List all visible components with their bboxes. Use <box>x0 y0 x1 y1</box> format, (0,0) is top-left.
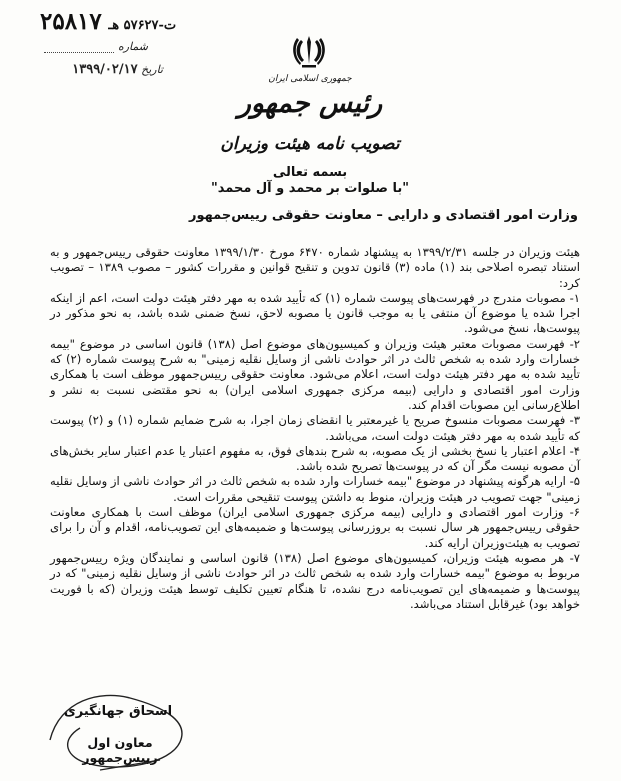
letter-number-main: ۲۵۸۱۷ <box>40 8 102 35</box>
bismillah: بسمه تعالی <box>272 165 348 180</box>
president-heading: رئیس جمهور <box>237 88 383 119</box>
letter-number <box>40 8 176 35</box>
date-label: تاریخ <box>141 63 163 76</box>
recipients: وزارت امور اقتصادی و دارایی – معاونت حقوقی رییس‌جمهور <box>188 208 578 223</box>
clause-5: ۵- ارایه هرگونه پیشنهاد در موضوع "بیمه خسارات وارد شده به شخص ثالث در اثر حوادث ناشی از وسایل نقلیه زمینی" جهت تصویب در هیئت وزیران، منوط به داشتن پیوست تنقیحی مقررات است. <box>50 474 580 504</box>
salawat: "با صلوات بر محمد و آل محمد" <box>210 181 410 196</box>
clause-6: ۶- وزارت امور اقتصادی و دارایی (بیمه مرکزی جمهوری اسلامی ایران) موظف است با همکاری معاونت حقوقی رییس‌جمهور هر سال نسبت به بروزرسانی پیوست‌ها و ضمیمه‌های این تصویب‌نامه، اقدام و آن را برای تصویب به هیئت‌وزیران ارایه کند. <box>50 505 580 550</box>
decree-body <box>50 245 580 612</box>
date-row <box>38 62 163 77</box>
intro-paragraph: هیئت وزیران در جلسه ۱۳۹۹/۲/۳۱ به پیشنهاد شماره ۶۴۷۰ مورخ ۱۳۹۹/۱/۳۰ معاونت حقوقی رییس‌جمهور و به استناد تبصره اصلاحی بند (۱) ماده (۳) قانون تدوین و تنقیح قوانین و مقررات کشور – مصوب ۱۳۸۹ – تصویب کرد: <box>50 245 581 290</box>
number-dotline <box>44 52 114 53</box>
iran-emblem-icon <box>292 34 326 70</box>
date-value: ۱۳۹۹/۰۲/۱۷ <box>72 62 138 77</box>
clause-1: ۱- مصوبات مندرج در فهرست‌های پیوست شماره (۱) که تأیید شده به مهر دفتر هیئت دولت است، اعم از اینکه اجرا شده یا موضوع آن منتفی یا به موجب قانون یا مصوبه لاحق، نسخ ضمنی شده باشد، به نحو مذکور در پیوست‌ها، نسخ می‌شود. <box>50 290 580 336</box>
signature-scribble <box>40 680 200 780</box>
signer-name: اسحاق جهانگیری <box>63 704 173 719</box>
republic-heading: جمهوری اسلامی ایران <box>268 74 352 84</box>
number-label: شماره <box>117 40 148 53</box>
clause-3: ۳- فهرست مصوبات منسوخ صریح یا غیرمعتبر یا انقضای زمان اجرا، به شرح ضمایم شماره (۱) و (۲) پیوست که تأیید شده به مهر دفتر هیئت دولت است، می‌باشد. <box>50 413 580 443</box>
clause-2: ۲- فهرست مصوبات معتبر هیئت وزیران و کمیسیون‌های موضوع اصل (۱۳۸) قانون اساسی در موضوع "بیمه خسارات وارد شده به شخص ثالث در اثر حوادث ناشی از وسایل نقلیه زمینی" به شرح پیوست شماره (۲) که تأیید شده به مهر دفتر هیئت دولت است، اعلام می‌شود. معاونت حقوقی رییس‌جمهور موظف است با همکاری وزارت امور اقتصادی و دارایی (بیمه مرکزی جمهوری اسلامی ایران) به نحو مقتضی نسبت به نشر و اطلاع‌رسانی این مصوبات اقدام کند. <box>50 336 580 412</box>
signature-block <box>40 680 200 780</box>
letter-number-prefix: ت-۵۷۶۲۷ هـ <box>108 18 177 33</box>
clause-7: ۷- هر مصوبه هیئت وزیران، کمیسیون‌های موضوع اصل (۱۳۸) قانون اساسی و نمایندگان ویژه رییس‌جمهور مربوط به موضوع "بیمه خسارات وارد شده به شخص ثالث در اثر حوادث ناشی از وسایل نقلیه زمینی" که در پیوست‌ها و ضمیمه‌های این تصویب‌نامه درج نشده، تا هنگام تعیین تکلیف توسط هیئت وزیران (که با فوریت خواهد بود) غیرقابل استناد می‌باشد. <box>50 550 580 611</box>
signer-title: معاون اول رییس‌جمهور <box>82 735 158 765</box>
cabinet-approval-heading: تصویب نامه هیئت وزیران <box>220 134 400 154</box>
clause-4: ۴- اعلام اعتبار یا نسخ بخشی از یک مصوبه، به شرح بندهای فوق، به مفهوم اعتبار یا عدم اعتبار سایر بخش‌های آن مصوبه نیست مگر آن که در پیوست‌ها تصریح شده باشد. <box>50 443 580 474</box>
number-row <box>38 40 148 53</box>
